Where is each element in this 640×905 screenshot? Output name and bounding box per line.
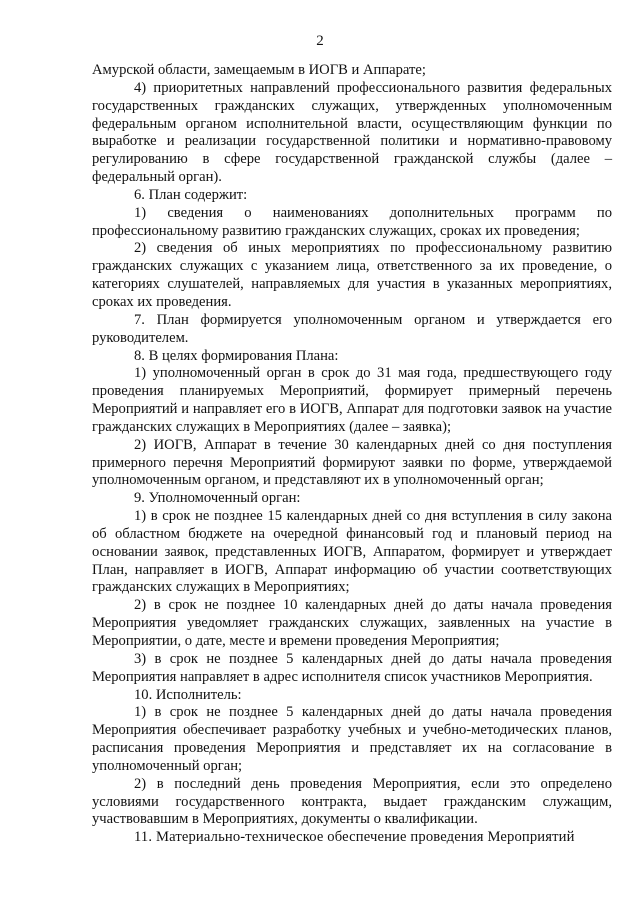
paragraph-section-6: 6. План содержит: bbox=[134, 186, 248, 203]
paragraph-section-7: 7. План формируется уполномоченным органом и утверждается его руководителем. bbox=[92, 311, 612, 346]
paragraph-10-item-2: 2) в последний день проведения Мероприятия, если это определено условиями государственного контракта, выдает гражданским служащим, участвовавшим в Мероприятиях, документы о квалификации. bbox=[92, 775, 612, 828]
paragraph-section-10: 10. Исполнитель: bbox=[134, 686, 242, 703]
document-body bbox=[92, 62, 612, 847]
paragraph-9-item-2: 2) в срок не позднее 10 календарных дней до даты начала проведения Мероприятия уведомляет гражданских служащих, заявленных на участие в Мероприятии, о дате, месте и времени проведения Мероприятия; bbox=[92, 597, 612, 649]
paragraph-6-item-1: 1) сведения о наименованиях дополнительных программ по профессиональному развитию гражданских служащих, сроках их проведения; bbox=[92, 204, 612, 239]
paragraph-10-item-1: 1) в срок не позднее 5 календарных дней до даты начала проведения Мероприятия обеспечивает разработку учебных и учебно-методических планов, расписания проведения Мероприятия и представляет их на согласование в уполномоченный орган; bbox=[92, 704, 612, 774]
paragraph-8-item-2: 2) ИОГВ, Аппарат в течение 30 календарных дней со дня поступления примерного перечня Мероприятий формируют заявки по форме, утверждаемой уполномоченным органом, и представляют их в уполномоченный орган; bbox=[92, 436, 612, 489]
paragraph-6-item-2: 2) сведения об иных мероприятиях по профессиональному развитию гражданских служащих с указанием лица, ответственного за их проведение, о категориях слушателей, направляемых для участия в указанных мероприятиях, сроках их проведения. bbox=[92, 240, 612, 310]
paragraph-section-11: 11. Материально-техническое обеспечение проведения Мероприятий bbox=[134, 829, 575, 846]
page-number: 2 bbox=[316, 33, 324, 49]
paragraph-section-8: 8. В целях формирования Плана: bbox=[134, 347, 339, 364]
paragraph-9-item-1: 1) в срок не позднее 15 календарных дней со дня вступления в силу закона об областном бюджете на очередной финансовый год и плановый период на основании заявок, представленных ИОГВ, Аппаратом, формирует и утверждает План, направляет в ИОГВ, Аппарат информацию об участии соответствующих гражданских служащих в Мероприятиях; bbox=[92, 508, 612, 596]
paragraph-item-4: 4) приоритетных направлений профессионального развития федеральных государственных гражданских служащих, утвержденных уполномоченным федеральным органом исполнительной власти, осуществляющим функции по выработке и реализации государственной политики и нормативно-правовому регулированию в сфере государственной гражданской службы (далее – федеральный орган). bbox=[92, 79, 612, 186]
paragraph-9-item-3: 3) в срок не позднее 5 календарных дней до даты начала проведения Мероприятия направляет в адрес исполнителя список участников Мероприятия. bbox=[92, 650, 612, 685]
paragraph-8-item-1: 1) уполномоченный орган в срок до 31 мая года, предшествующего году проведения планируемых Мероприятий, формирует примерный перечень Мероприятий и направляет его в ИОГВ, Аппарат для подготовки заявок на участие гражданских служащих в Мероприятиях (далее – заявка); bbox=[92, 365, 612, 435]
paragraph-section-9: 9. Уполномоченный орган: bbox=[134, 490, 301, 507]
paragraph-continuation: Амурской области, замещаемым в ИОГВ и Аппарате; bbox=[92, 62, 426, 78]
